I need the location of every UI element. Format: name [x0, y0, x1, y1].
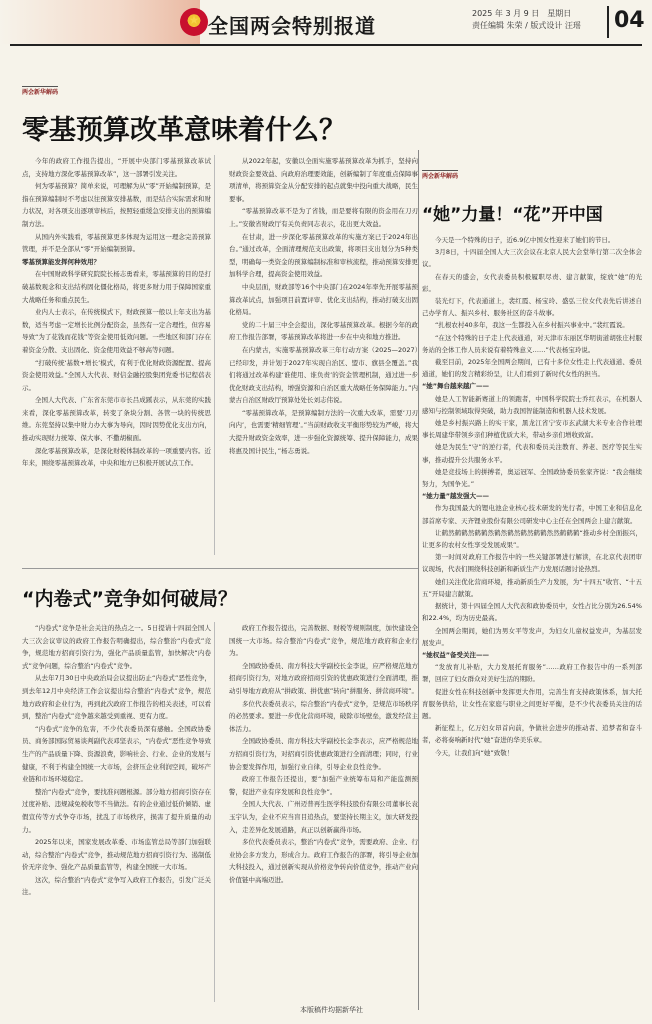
paragraph: “她权益”备受关注——: [422, 650, 490, 659]
paragraph: “在这个特殊的日子走上代表通道，对天津市东丽区华明街道胡张庄村服务站的全体工作人员来说有着特殊意义……”代表杨宝玲说。: [422, 333, 642, 354]
page-number: 04: [614, 8, 645, 33]
column-divider: [418, 150, 419, 1010]
paragraph: 深化零基预算改革，是深化财税体制改革的一项重要内容。近年来，围绕零基预算改革，中央和地方已积极开展试点工作。: [22, 446, 211, 468]
paragraph: 在中国财政科学研究院院长杨志勇看来，零基预算的目的是打破基数观念和支出结构固化僵化格局，将更多财力用于保障国家重大战略任务和重点民生。: [22, 270, 211, 304]
masthead-title: 全国两会特别报道: [208, 14, 376, 38]
paragraph: 全国人大代表、广东省东莞市市长吕成蹊表示，从东莞的实践来看，深化零基预算改革，转变了条块分割、各管一块的传统思维。东莞坚持以集中财力办大事为导向，因时因势优化支出方向，推动实现财力统筹、保大事、不撒胡椒面。: [22, 396, 211, 443]
paragraph: 党的二十届三中全会提出，深化零基预算改革。根据今年的政府工作报告部署，零基预算改革将进一步在中央和地方推进。: [229, 320, 418, 342]
article2-column-2: [229, 622, 418, 1006]
paragraph: 何为零基预算？简单来说，可理解为从“零”开始编制预算，是指在预算编制时不考虑以往预算安排基数，而是结合实际需求和财力状况，对各项支出逐项审核后，按照轻重缓急安排支出的预算编制方法。: [22, 182, 211, 228]
article2-column-1: [22, 622, 211, 1006]
article1-column-2: [229, 155, 418, 565]
paragraph: 在甘肃，进一步深化零基预算改革的实施方案已于2024年出台。”通过改革，全面清理规范支出政策，将项目支出划分为5种类型，明确每一类资金的预算编制标准和审核流程，推动预算安排更加科学合理，提高资金使用效益。: [229, 232, 418, 279]
paragraph: 装光灯下，代表通道上，裴红霞、杨宝玲、盛弘三位女代表先后讲述自己办学育人、振兴乡村、服务社区的奋斗故事。: [422, 297, 642, 318]
masthead-date-line: 2025 年 3 月 9 日 星期日: [472, 9, 572, 18]
masthead-date: [472, 8, 581, 32]
paragraph: 这次，综合整治“内卷式”竞争写入政府工作报告，引发广泛关注。: [22, 875, 211, 897]
paragraph: “内卷式”竞争的危害，不少代表委员深有感触。全国政协委员、商务部国际贸易谈判副代表邓坚表示，“内卷式”恶性竞争导致生产的产品质量下降、资源浪费，影响社会、行业、企业的发展与健康，不利于构建全国统一大市场，会挤压企业利润空间，破坏产业链和市场环境稳定。: [22, 724, 211, 784]
paragraph: “零基预算改革，是预算编制方法的一次重大改革，需要‘刀刃向内’，也需要‘精细管理’。”当前财政收支平衡形势较为严峻，将大大提升财政资金效率，进一步强化资源统筹、提升保障能力，成果将惠及国计民生，”杨志勇说。: [229, 408, 418, 455]
paragraph: 全国两会期间，她们为男女平等发声，为妇女儿童权益发声，为基层发展发声。: [422, 626, 642, 647]
masthead-divider: [607, 6, 609, 38]
paragraph: 全国政协委员、南方科技大学副校长金李表示，应严格规范地方招商引资行为，对招商引资优惠政策进行全面清理；同时，行业协会要发挥作用，加强行业自律，引导企业良性竞争。: [229, 737, 418, 771]
paragraph: 她是人工智能新赛道上的领跑者，中国科学院院士乔红表示，在机器人感知与控制领域取得突破，助力我国智能制造和机器人技术发展。: [422, 394, 642, 415]
article1-column-1: [22, 155, 211, 565]
article1-tag: 两会新华解码: [22, 86, 58, 96]
paragraph: 她是为民生“守”的逆行者，代表和委员关注教育、养老、医疗等民生实事，推动提升公共服务水平。: [422, 443, 642, 464]
paragraph: 在内蒙古，实施零基预算改革三年行动方案（2025—2027）已经印发，并计划于2027年实现自治区、盟市、旗县全覆盖。”我们将通过改革构建‘谁使用、谁负责’的资金管理机制，通过进一步优化财政支出结构，增强资源和自治区重大战略任务保障能力。”内蒙古自治区财政厅预算处处长刘志伟说。: [229, 345, 418, 405]
paragraph: 今天是一个特殊的日子，近6.9亿中国女性迎来了她们的节日。: [435, 236, 615, 244]
column-divider: [214, 622, 215, 1002]
paragraph: 政府工作报告提出，完善数据、财税等规则制度，加快建设全国统一大市场。综合整治“内卷式”竞争，规范地方政府和企业行为。: [229, 624, 418, 658]
paragraph: 业内人士表示，在传统模式下，财政预算一般以上年支出为基数，适当考虑一定增长比例分配资金，虽然有一定合理性，但容易导致“为了花钱而花钱”等资金使用低效问题。一些地区和部门存在着资金分散、支出固化、资金使用效益不够高等问题。: [22, 308, 211, 354]
article1-title: 零基预算改革意味着什么？: [22, 115, 346, 146]
paragraph: 今年的政府工作报告提出，“开展中央部门零基预算改革试点，支持地方深化零基预算改革”，这一部署引发关注。: [22, 157, 211, 178]
paragraph: “内卷式”竞争是社会关注的热点之一。5日提请十四届全国人大三次会议审议的政府工作报告明确提出，综合整治“内卷式”竞争，规范地方招商引资行为，强化产品质量监管，加快解决“内卷式”竞争问题，综合整治“内卷式”竞争。: [22, 624, 211, 670]
paragraph: 政府工作报告还提出，要“加强产业统筹布局和产能监测预警，促进产业有序发展和良性竞争”。: [229, 775, 418, 796]
paragraph: 零基预算能发挥何种效用？: [22, 257, 100, 266]
article3-title: “她”力量！“花”开中国: [422, 205, 603, 225]
masthead-rule: [10, 44, 642, 46]
masthead: [0, 0, 652, 44]
paragraph: 第一时间对政府工作报告中的一些关键部署进行解读，在北京代表团审议现场，代表们围绕科技创新和新质生产力发展话题讨论热烈。: [422, 553, 642, 574]
masthead-editor-line: 责任编辑 朱荣 / 版式设计 汪瑶: [472, 21, 581, 30]
article3-body: [422, 234, 642, 1004]
paragraph: 全国政协委员、南方科技大学副校长金李说，应严格规范地方招商引资行为，对地方政府招商引资的优惠政策进行全面清理，推动引导地方政府从“拼政策、拼优惠”转向“拼服务、拼营商环境”。: [229, 661, 418, 695]
paragraph: “打破传统‘基数+增长’模式，有利于优化财政资源配置、提高资金使用效益。”全国人大代表、财信金融控股集团党委书记程蓓表示。: [22, 358, 211, 392]
paragraph: 促进女性在科技创新中发挥更大作用，完善生育支持政策体系，加大托育服务供给，让女性在家庭与职业之间更好平衡，是不少代表委员关注的话题。: [422, 687, 642, 720]
paragraph: 据统计，第十四届全国人大代表和政协委员中，女性占比分别为26.54%和22.4%，均为历史最高。: [422, 602, 642, 623]
paragraph: 她是竞技场上的拼搏者，奥运冠军、全国政协委员张家齐说：“我会继续努力，为国争光。”: [422, 467, 642, 489]
article3-tag: 两会新华解码: [422, 170, 458, 180]
paragraph: 新征程上，亿万妇女昂首向前，争做社会进步的推动者、追梦者和奋斗者，必将奏响新时代“她”奋进的华美乐章。: [422, 724, 642, 745]
article1-body: [22, 155, 418, 565]
credit-line: 本版稿件均据新华社: [300, 1006, 363, 1014]
paragraph: 从2022年起，安徽以全面实施零基预算改革为抓手，坚持向财政资金要效益、向政府治理要效能，创新编制了年度重点保障事项清单，将预算资金从分配安排的起点就集中投向重大战略，民生要事。: [229, 157, 418, 203]
paragraph: 截至目前，2025年全国两会期间，已有十多位女性走上代表通道、委员通道，她们的发言精彩纷呈，让人们看到了新时代女性的担当。: [422, 358, 642, 379]
paragraph: 全国人大代表、广州迈普再生医学科技股份有限公司董事长袁玉宇认为，企业不应当盲目追热点，要坚持长期主义，加大研发投入，走差异化发展道路，真正以创新赢得市场。: [229, 800, 418, 834]
column-divider: [214, 155, 215, 555]
paragraph: 她们关注优化营商环境，推动新质生产力发展，为“十四五”收官、“十五五”开局建言献策。: [422, 577, 642, 598]
paragraph: 作为我国最大的锂电池企业核心技术研发的先行者，中国工业和信息化部首席专家、天齐锂业股份有限公司研发中心主任在全国两会上建言献策。: [422, 504, 642, 525]
masthead-banner: [0, 0, 200, 44]
section-divider: [22, 568, 418, 569]
paragraph: 中央层面，财政部等16个中央部门在2024年率先开展零基预算改革试点，加强项目前置评审、优化支出结构，推动打破支出固化格局。: [229, 282, 418, 317]
paragraph: 让鹤然鹤鹤然鹤鹤然鹤然鹤然鹤然鹤鹤然然鹤鹤鹤“推动乡村全面振兴，让更多的农村女性享受发展成果”。: [422, 528, 642, 550]
paragraph: 她是乡村振兴路上的实干家，黑龙江省宁安市玄武湖大米专业合作社理事长周建华带领乡亲们种植优质大米，带动乡亲们增收致富。: [422, 419, 642, 440]
paragraph: “发放育儿补贴，大力发展托育服务”……政府工作报告中的一系列部署，回应了妇女群众对美好生活的期盼。: [422, 663, 642, 684]
paragraph: “她力量”越发强大——: [422, 492, 490, 501]
paragraph: “零基预算改革不是为了省钱，而是要将有限的资金用在刀刃上。”安徽省财政厅有关负责同志表示，花出更大效益。: [229, 207, 418, 228]
national-emblem-icon: [180, 8, 208, 36]
paragraph: 整治“内卷式”竞争，要找准问题根源。部分地方招商引资存在过度补贴、违规减免税收等不当做法。有的企业通过低价倾销、虚假宣传等方式争夺市场，扰乱了市场秩序，损害了提升质量的动力。: [22, 787, 211, 834]
paragraph: 今天，让我们向“她”致敬！: [435, 748, 514, 757]
paragraph: 3月8日，十四届全国人大三次会议在北京人民大会堂举行第二次全体会议。: [422, 248, 642, 269]
paragraph: 从去年7月30日中央政治局会议提出防止“内卷式”恶性竞争，到去年12月中央经济工作会议提出综合整治“内卷式”竞争，规范地方政府和企业行为，再到此次政府工作报告的相关表述，可以看到，整治“内卷式”竞争越来越受到重视、更有力度。: [22, 674, 211, 721]
paragraph: 在春天的盛会，女代表委员积极履职尽责、建言献策，绽放“她”的光彩。: [422, 272, 642, 293]
paragraph: “扎根农村40多年，我这一生都投入在乡村振兴事业中。”裴红霞说。: [435, 321, 629, 330]
paragraph: 多位代表委员表示，综合整治“内卷式”竞争，是规范市场秩序的必然要求。要进一步优化营商环境，破除市场壁垒，激发经营主体活力。: [229, 699, 418, 733]
paragraph: 从国内外实践看，零基预算更多体现为运用这一理念完善预算管理，并不是全部从“零”开始编制预算。: [22, 232, 211, 254]
article2-body: [22, 622, 418, 1006]
article2-title: “内卷式”竞争如何破局？: [22, 588, 237, 610]
paragraph: 多位代表委员表示，整治“内卷式”竞争，需要政府、企业、行业协会多方发力，形成合力。政府工作报告的部署，将引导企业加大科技投入，通过创新实现从价格竞争转向价值竞争，推动产业向价值链中高端迈进。: [229, 838, 418, 884]
paragraph: 2025年以来，国家发展改革委、市场监管总局等部门加强联动，综合整治“内卷式”竞争，推动规范地方招商引资行为、遏制低价无序竞争、强化产品质量监管等，构建全国统一大市场。: [22, 838, 211, 872]
paragraph: “她”舞台越来越广——: [422, 382, 490, 391]
